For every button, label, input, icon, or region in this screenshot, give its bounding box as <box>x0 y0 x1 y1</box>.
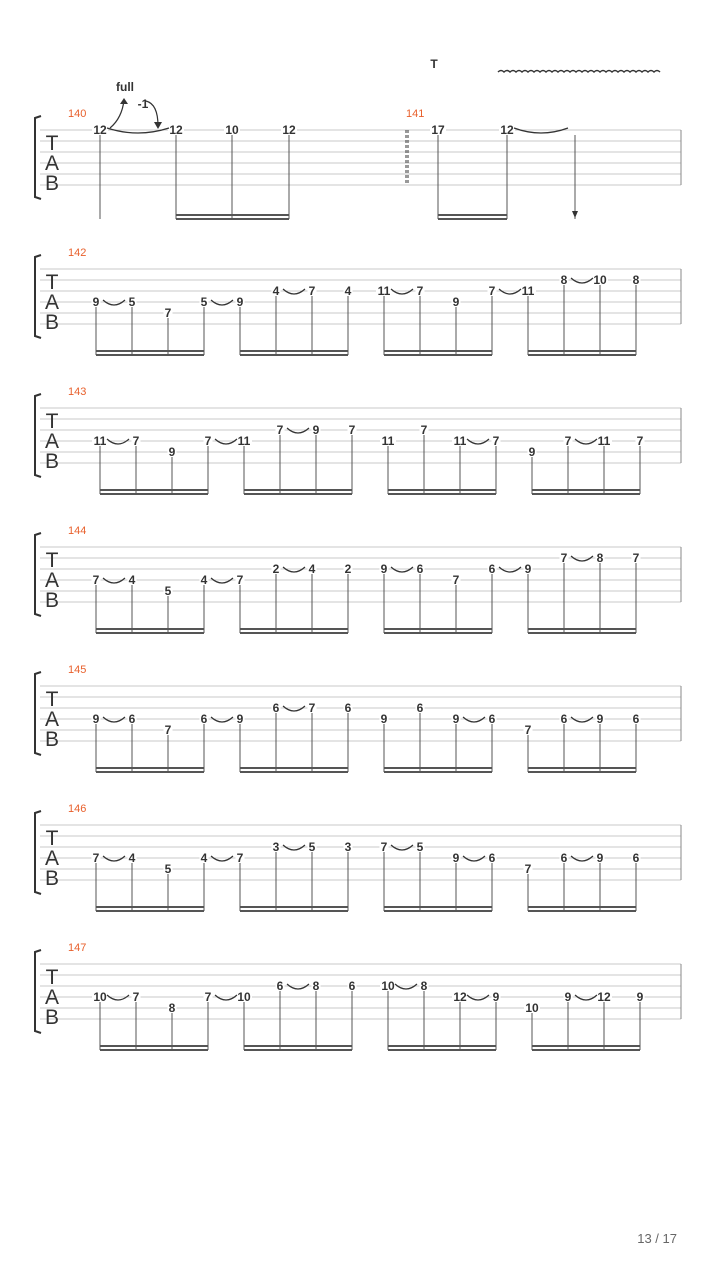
fret-number: 5 <box>164 584 172 598</box>
fret-number: 10 <box>237 990 251 1004</box>
fret-number: 6 <box>488 562 496 576</box>
fret-number: 9 <box>452 851 460 865</box>
bend-label: full <box>116 80 134 94</box>
fret-number: 7 <box>636 434 644 448</box>
fret-number: 9 <box>636 990 644 1004</box>
tab-clef-b: B <box>44 867 60 890</box>
fret-number: 6 <box>276 979 284 993</box>
fret-number: 6 <box>416 562 424 576</box>
fret-number: 9 <box>168 445 176 459</box>
fret-number: 9 <box>564 990 572 1004</box>
fret-number: 7 <box>420 423 428 437</box>
fret-number: 4 <box>128 573 136 587</box>
fret-number: 9 <box>380 562 388 576</box>
fret-number: 10 <box>93 990 107 1004</box>
tab-clef-b: B <box>44 311 60 334</box>
fret-number: 12 <box>500 123 514 137</box>
fret-number: 12 <box>453 990 467 1004</box>
fret-number: 5 <box>416 840 424 854</box>
fret-number: 6 <box>348 979 356 993</box>
measure-number: 145 <box>68 664 87 676</box>
measure-number: 142 <box>68 247 87 259</box>
tab-clef-a: A <box>44 152 60 175</box>
fret-number: 8 <box>312 979 320 993</box>
fret-number: 6 <box>416 701 424 715</box>
fret-number: 7 <box>308 284 316 298</box>
fret-number: 9 <box>528 445 536 459</box>
fret-number: 3 <box>344 840 352 854</box>
fret-number: 7 <box>276 423 284 437</box>
fret-number: 6 <box>200 712 208 726</box>
fret-number: 10 <box>593 273 607 287</box>
fret-number: 7 <box>132 434 140 448</box>
system-bracket <box>35 811 41 894</box>
measure-number: 146 <box>68 803 87 815</box>
fret-number: 5 <box>308 840 316 854</box>
fret-number: 2 <box>344 562 352 576</box>
tab-clef-b: B <box>44 172 60 195</box>
fret-number: 4 <box>200 573 208 587</box>
fret-number: 4 <box>344 284 352 298</box>
bend-arrow <box>110 100 124 128</box>
tab-clef-a: A <box>44 986 60 1009</box>
fret-number: 7 <box>524 862 532 876</box>
fret-number: 7 <box>452 573 460 587</box>
fret-number: 7 <box>492 434 500 448</box>
fret-number: 6 <box>488 712 496 726</box>
tab-clef-t: T <box>45 410 59 433</box>
tab-clef-t: T <box>45 549 59 572</box>
tab-clef-a: A <box>44 708 60 731</box>
fret-number: 9 <box>524 562 532 576</box>
fret-number: 6 <box>272 701 280 715</box>
tab-clef-b: B <box>44 589 60 612</box>
tab-clef-t: T <box>45 688 59 711</box>
tab-clef-t: T <box>45 827 59 850</box>
fret-number: 2 <box>272 562 280 576</box>
measure-number: 141 <box>406 108 425 120</box>
fret-number: 3 <box>272 840 280 854</box>
fret-number: 9 <box>452 712 460 726</box>
fret-number: 8 <box>560 273 568 287</box>
system-bracket <box>35 533 41 616</box>
system-bracket <box>35 116 41 199</box>
fret-number: 7 <box>92 851 100 865</box>
fret-number: 7 <box>564 434 572 448</box>
fret-number: 6 <box>632 851 640 865</box>
fret-number: 9 <box>596 712 604 726</box>
fret-number: 6 <box>560 712 568 726</box>
fret-number: 7 <box>92 573 100 587</box>
fret-number: 8 <box>168 1001 176 1015</box>
system-bracket <box>35 255 41 338</box>
fret-number: 9 <box>92 295 100 309</box>
fret-number: 9 <box>92 712 100 726</box>
fret-number: 10 <box>525 1001 539 1015</box>
tab-clef-b: B <box>44 728 60 751</box>
fret-number: 7 <box>204 434 212 448</box>
fret-number: 9 <box>236 712 244 726</box>
fret-number: 11 <box>237 434 251 448</box>
fret-number: 4 <box>128 851 136 865</box>
fret-number: 6 <box>560 851 568 865</box>
fret-number: 5 <box>128 295 136 309</box>
fret-number: 8 <box>632 273 640 287</box>
fret-number: 12 <box>597 990 611 1004</box>
fret-number: 7 <box>204 990 212 1004</box>
system-bracket <box>35 394 41 477</box>
bend-arrowhead <box>120 98 128 104</box>
fret-number: 7 <box>416 284 424 298</box>
fret-number: 11 <box>377 284 391 298</box>
vibrato-mark <box>498 71 660 73</box>
fret-number: 11 <box>597 434 611 448</box>
tab-clef-b: B <box>44 1006 60 1029</box>
release-arrowhead <box>154 122 162 129</box>
fret-number: 7 <box>164 306 172 320</box>
fret-number: 5 <box>200 295 208 309</box>
fret-number: 4 <box>272 284 280 298</box>
tab-clef-t: T <box>45 966 59 989</box>
fret-number: 10 <box>381 979 395 993</box>
fret-number: 8 <box>420 979 428 993</box>
tab-clef-t: T <box>45 271 59 294</box>
fret-number: 11 <box>381 434 395 448</box>
fret-number: 4 <box>200 851 208 865</box>
fret-number: 6 <box>488 851 496 865</box>
fret-number: 7 <box>236 573 244 587</box>
fret-number: 7 <box>380 840 388 854</box>
fret-number: 7 <box>132 990 140 1004</box>
fret-number: 6 <box>344 701 352 715</box>
tab-clef-b: B <box>44 450 60 473</box>
fret-number: 7 <box>488 284 496 298</box>
tab-clef-a: A <box>44 291 60 314</box>
note-arrow <box>572 211 578 218</box>
fret-number: 12 <box>93 123 107 137</box>
tap-mark: T <box>430 57 438 71</box>
tab-clef-a: A <box>44 430 60 453</box>
measure-number: 144 <box>68 525 87 537</box>
measure-number: 140 <box>68 108 87 120</box>
tab-clef-a: A <box>44 569 60 592</box>
fret-number: 6 <box>632 712 640 726</box>
fret-number: 9 <box>452 295 460 309</box>
fret-number: 11 <box>93 434 107 448</box>
fret-number: 9 <box>492 990 500 1004</box>
fret-number: 4 <box>308 562 316 576</box>
fret-number: 9 <box>312 423 320 437</box>
fret-number: 7 <box>164 723 172 737</box>
fret-number: 11 <box>453 434 467 448</box>
fret-number: 9 <box>596 851 604 865</box>
fret-number: 5 <box>164 862 172 876</box>
system-bracket <box>35 672 41 755</box>
measure-number: 147 <box>68 942 87 954</box>
fret-number: 7 <box>308 701 316 715</box>
fret-number: 10 <box>225 123 239 137</box>
fret-number: 7 <box>348 423 356 437</box>
fret-number: 7 <box>236 851 244 865</box>
measure-number: 143 <box>68 386 87 398</box>
fret-number: 9 <box>380 712 388 726</box>
fret-number: 7 <box>560 551 568 565</box>
system-bracket <box>35 950 41 1033</box>
fret-number: 6 <box>128 712 136 726</box>
bend-release-label: -1 <box>137 97 149 111</box>
fret-number: 8 <box>596 551 604 565</box>
tab-clef-a: A <box>44 847 60 870</box>
fret-number: 12 <box>169 123 183 137</box>
fret-number: 11 <box>521 284 535 298</box>
fret-number: 7 <box>524 723 532 737</box>
fret-number: 7 <box>632 551 640 565</box>
page-number: 13 / 17 <box>637 1231 677 1246</box>
fret-number: 12 <box>282 123 296 137</box>
fret-number: 9 <box>236 295 244 309</box>
fret-number: 17 <box>431 123 445 137</box>
tab-clef-t: T <box>45 132 59 155</box>
